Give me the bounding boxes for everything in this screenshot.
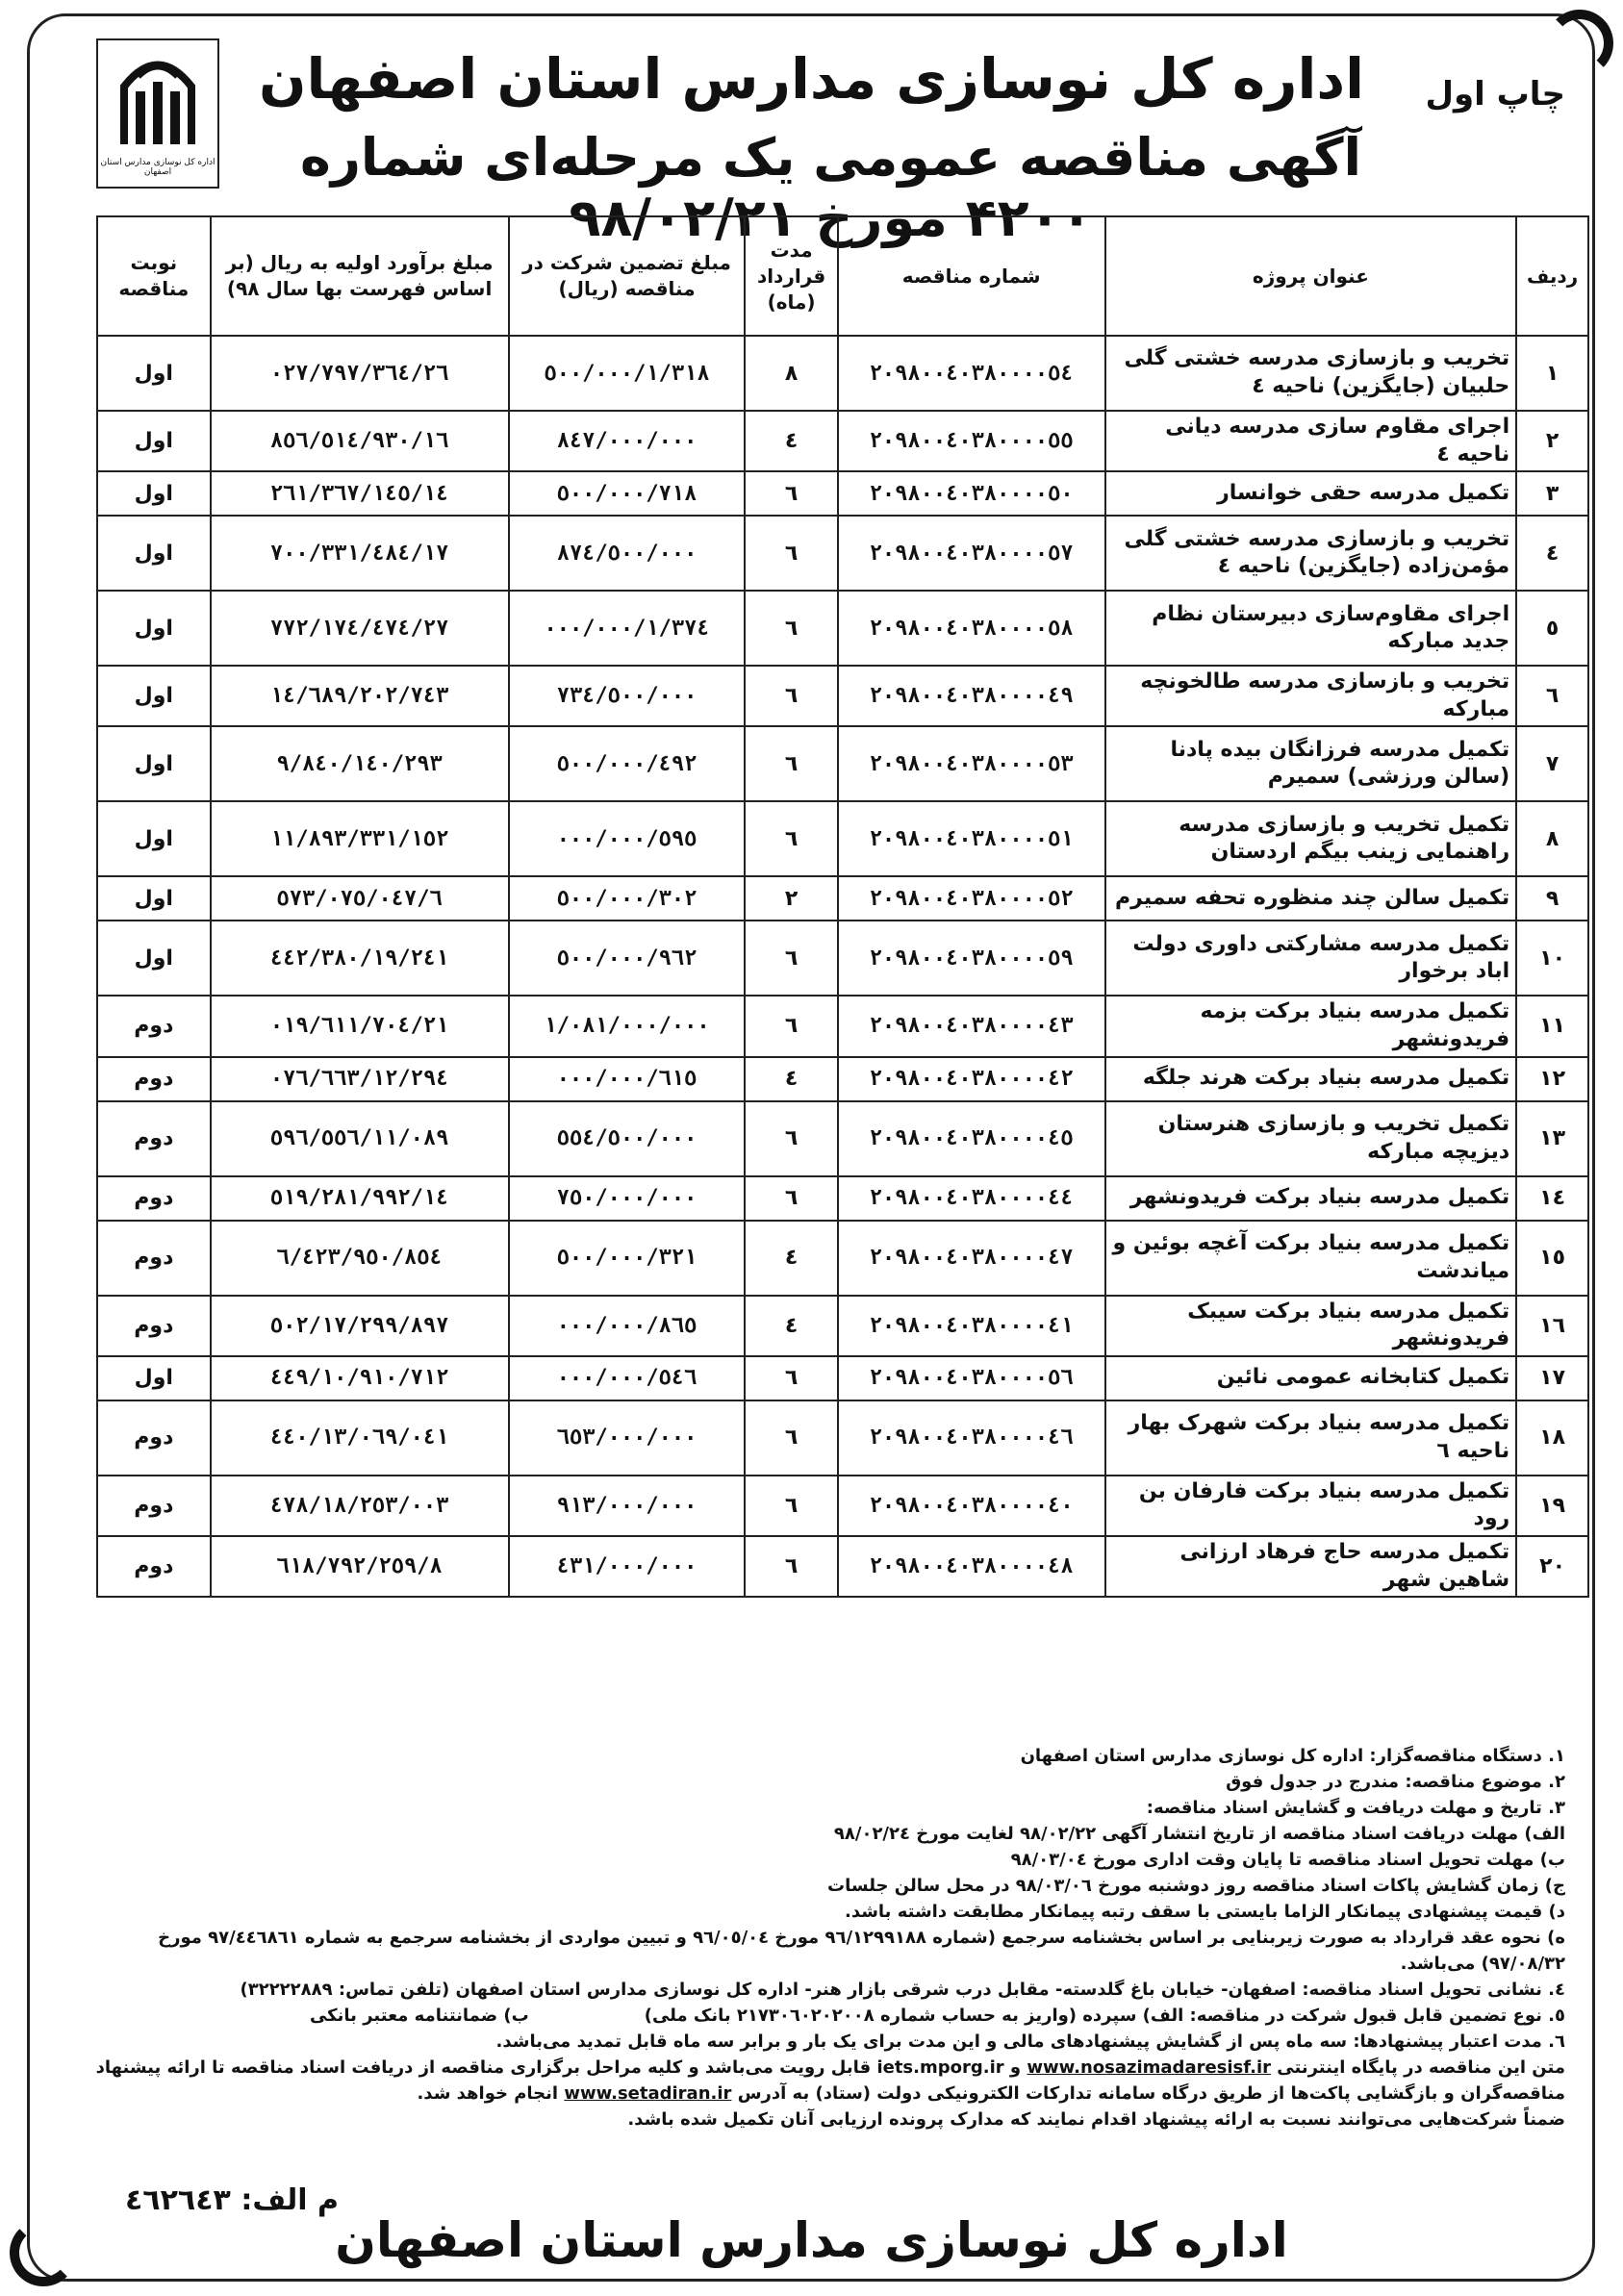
cell-tender-number: ۲۰۹۸۰۰٤۰۳۸۰۰۰۰٤۲ [838,1057,1105,1101]
cell-duration: ٦ [745,1400,837,1476]
table-row [97,1057,1588,1101]
cell-estimate: ۱۹/۲٤۱/٤٤۲/۳۸۰ [211,921,509,996]
cell-guarantee: ۳۰۲/٥۰۰/۰۰۰ [509,876,746,921]
header-tender-number: شماره مناقصه [838,216,1105,336]
note-7-and: و [1009,2057,1022,2078]
cell-row-number: ۱۱ [1516,996,1588,1056]
table-row [97,921,1588,996]
cell-duration: ٦ [745,1356,837,1400]
cell-project: تکمیل مدرسه بنیاد برکت آغچه بوئین و میاندشت [1105,1221,1517,1296]
cell-project: اجرای مقاوم‌سازی دبیرستان نظام جدید مبارکه [1105,591,1517,666]
cell-round: دوم [97,1176,211,1221]
cell-estimate: ٦/۰٤۷/٥۷۳/۰۷٥ [211,876,509,921]
cell-tender-number: ۲۰۹۸۰۰٤۰۳۸۰۰۰۰٥۹ [838,921,1105,996]
cell-estimate: ٦/٤۲۳/۹٥۰/۸٥٤ [211,1221,509,1296]
cell-tender-number: ۲۰۹۸۰۰٤۰۳۸۰۰۰۰٥۷ [838,516,1105,591]
cell-round: اول [97,876,211,921]
cell-guarantee: ٦٥۳/۰۰۰/۰۰۰ [509,1400,746,1476]
header-duration: مدت قرارداد (ماه) [745,216,837,336]
cell-guarantee: ٦۱٥/۰۰۰/۰۰۰ [509,1057,746,1101]
header-round: نوبت مناقصه [97,216,211,336]
corner-ornament-bottom-left [10,2219,77,2286]
note-3e: ه) نحوه عقد قرارداد به صورت زیربنایی بر اساس بخشنامه سرجمع (شماره ۹٦/۱۲۹۹۱۸۸ مورخ ۹٦/۰٥/۰٤ و تبیین مواردی از بخشنامه سرجمع به شماره ۹۷/٤٤٦۸٦۱ مورخ [158,1928,1565,1948]
note-6: ٦. مدت اعتبار پیشنهادها: سه ماه پس از گشایش پیشنهادهای مالی و این مدت برای یک بار و برابر سه ماه قابل تمدید می‌باشد. [495,2031,1565,2052]
cell-row-number: ۹ [1516,876,1588,921]
cell-round: دوم [97,1476,211,1536]
cell-duration: ٦ [745,801,837,876]
cell-guarantee: ٥٤٦/۰۰۰/۰۰۰ [509,1356,746,1400]
cell-round: اول [97,801,211,876]
website-link-iets[interactable]: iets.mporg.ir [876,2057,1004,2078]
cell-guarantee: ۹٦۲/٥۰۰/۰۰۰ [509,921,746,996]
note-3b: ب) مهلت تحویل اسناد مناقصه تا پایان وقت اداری مورخ ۹۸/۰۳/۰٤ [1010,1850,1565,1870]
table-row [97,666,1588,726]
table-row [97,1400,1588,1476]
cell-duration: ٤ [745,411,837,471]
table-header-row [97,216,1588,336]
cell-row-number: ۱۳ [1516,1101,1588,1176]
cell-project: تکمیل تخریب و بازسازی هنرستان دیزیچه مبارکه [1105,1101,1517,1176]
cell-round: اول [97,411,211,471]
table-row [97,471,1588,516]
logo-emblem-icon [114,48,201,154]
table-row [97,726,1588,801]
tender-subtitle: آگهی مناقصه عمومی یک مرحله‌ای شماره ۴۲۰۰ مورخ ۹۸/۰۲/۲۱ [299,127,1362,248]
website-link-nosazi[interactable]: www.nosazimadaresisf.ir [1027,2057,1271,2078]
cell-round: دوم [97,1400,211,1476]
cell-tender-number: ۲۰۹۸۰۰٤۰۳۸۰۰۰۰٥۱ [838,801,1105,876]
note-3a: الف) مهلت دریافت اسناد مناقصه از تاریخ انتشار آگهی ۹۸/۰۲/۲۲ لغایت مورخ ۹۸/۰۲/۲٤ [833,1824,1565,1844]
cell-round: اول [97,471,211,516]
cell-guarantee: ۹۱۳/۰۰۰/۰۰۰ [509,1476,746,1536]
cell-project: اجرای مقاوم سازی مدرسه دیانی ناحیه ٤ [1105,411,1517,471]
cell-duration: ٦ [745,726,837,801]
cell-duration: ٤ [745,1296,837,1356]
cell-tender-number: ۲۰۹۸۰۰٤۰۳۸۰۰۰۰٥٤ [838,336,1105,411]
cell-row-number: ۱٦ [1516,1296,1588,1356]
cell-tender-number: ۲۰۹۸۰۰٤۰۳۸۰۰۰۰٤۷ [838,1221,1105,1296]
table-row [97,411,1588,471]
note-7-text-a: متن این مناقصه در پایگاه اینترنتی [1277,2057,1565,2078]
cell-guarantee: ۱/۰۸۱/۰۰۰/۰۰۰ [509,996,746,1056]
cell-duration: ٤ [745,1221,837,1296]
cell-duration: ٦ [745,996,837,1056]
cell-row-number: ۷ [1516,726,1588,801]
note-7 [96,2055,1565,2081]
note-3e-cont: ۹۷/۰۸/۳۲) می‌باشد. [1400,1954,1565,1974]
cell-round: اول [97,726,211,801]
cell-row-number: ۱٥ [1516,1221,1588,1296]
cell-round: دوم [97,1221,211,1296]
tender-notes [96,1743,1565,2132]
cell-row-number: ٦ [1516,666,1588,726]
cell-guarantee: ۸٤۷/۰۰۰/۰۰۰ [509,411,746,471]
cell-row-number: ۱ [1516,336,1588,411]
table-row [97,996,1588,1056]
cell-project: تخریب و بازسازی مدرسه خشتی گلی حلبیان (جایگزین) ناحیه ٤ [1105,336,1517,411]
cell-estimate: ۱٤/۳٦۷/۱٤٥/۲٦۱ [211,471,509,516]
cell-project: تکمیل مدرسه مشارکتی داوری دولت اباد برخوار [1105,921,1517,996]
note-8 [96,2081,1565,2107]
cell-row-number: ۸ [1516,801,1588,876]
note-5a: ٥. نوع تضمین قابل قبول شرکت در مناقصه: الف) سپرده (واریز به حساب شماره ۲۱۷۳۰٦۰۲۰۲۰۰۸ بانک ملی) [644,2006,1565,2026]
cell-project: تکمیل مدرسه بنیاد برکت شهرک بهار ناحیه ٦ [1105,1400,1517,1476]
cell-tender-number: ۲۰۹۸۰۰٤۰۳۸۰۰۰۰٤۸ [838,1536,1105,1597]
note-3: ۳. تاریخ و مهلت دریافت و گشایش اسناد مناقصه: [1146,1798,1565,1818]
table-row [97,1176,1588,1221]
cell-row-number: ۲ [1516,411,1588,471]
cell-project: تخریب و بازسازی مدرسه طالخونچه مبارکه [1105,666,1517,726]
cell-row-number: ۱۹ [1516,1476,1588,1536]
cell-duration: ٦ [745,471,837,516]
cell-guarantee: ٥۹٥/۰۰۰/۰۰۰ [509,801,746,876]
cell-round: اول [97,1356,211,1400]
cell-duration: ۲ [745,876,837,921]
cell-row-number: ۱۷ [1516,1356,1588,1400]
cell-tender-number: ۲۰۹۸۰۰٤۰۳۸۰۰۰۰٤۳ [838,996,1105,1056]
page-title: اداره کل نوسازی مدارس استان اصفهان [259,46,1364,112]
cell-estimate: ۱۲/۲۹٤/۰۷٦/٦٦۳ [211,1057,509,1101]
cell-estimate: ۹/۸٤۰/۱٤۰/۲۹۳ [211,726,509,801]
cell-tender-number: ۲۰۹۸۰۰٤۰۳۸۰۰۰۰٤۱ [838,1296,1105,1356]
note-2: ۲. موضوع مناقصه: مندرج در جدول فوق [1226,1772,1565,1792]
cell-round: اول [97,666,211,726]
table-row [97,1536,1588,1597]
cell-tender-number: ۲۰۹۸۰۰٤۰۳۸۰۰۰۰٥٦ [838,1356,1105,1400]
table-row [97,591,1588,666]
cell-tender-number: ۲۰۹۸۰۰٤۰۳۸۰۰۰۰٥۲ [838,876,1105,921]
cell-round: دوم [97,996,211,1056]
cell-row-number: ۳ [1516,471,1588,516]
table-row [97,1296,1588,1356]
note-9: ضمناً شرکت‌هایی می‌توانند نسبت به ارائه پیشنهاد اقدام نمایند که مدارک پرونده ارزیابی آنان تکمیل شده باشد. [627,2109,1565,2130]
cell-round: اول [97,336,211,411]
table-row [97,1476,1588,1536]
cell-estimate: ۱۰/۹۱۰/۷۱۲/٤٤۹ [211,1356,509,1400]
cell-project: تکمیل تخریب و بازسازی مدرسه راهنمایی زینب بیگم اردستان [1105,801,1517,876]
header-guarantee: مبلغ تضمین شرکت در مناقصه (ریال) [509,216,746,336]
cell-project: تکمیل مدرسه بنیاد برکت بزمه فریدونشهر [1105,996,1517,1056]
cell-row-number: ٥ [1516,591,1588,666]
cell-project: تکمیل مدرسه بنیاد برکت هرند جلگه [1105,1057,1517,1101]
cell-project: تکمیل مدرسه بنیاد برکت فریدونشهر [1105,1176,1517,1221]
footer-title: اداره کل نوسازی مدارس استان اصفهان [335,2212,1288,2268]
print-edition-label: چاپ اول [1425,75,1565,114]
cell-estimate: ۸/٦۱۸/۷۹۲/۲٥۹ [211,1536,509,1597]
cell-tender-number: ۲۰۹۸۰۰٤۰۳۸۰۰۰۰٤٦ [838,1400,1105,1476]
cell-duration: ٤ [745,1057,837,1101]
table-row [97,516,1588,591]
cell-tender-number: ۲۰۹۸۰۰٤۰۳۸۰۰۰۰٤٤ [838,1176,1105,1221]
note-8-text-a: مناقصه‌گران و بازگشایی پاکت‌ها از طریق درگاه سامانه تدارکات الکترونیکی دولت (ستاد) به آدرس [737,2083,1565,2104]
tender-table [96,215,1589,1598]
cell-guarantee: ٤۹۲/٥۰۰/۰۰۰ [509,726,746,801]
logo-caption: اداره کل نوسازی مدارس استان اصفهان [100,158,216,177]
cell-guarantee: ۱/۳۱۸/٥۰۰/۰۰۰ [509,336,746,411]
cell-row-number: ۱۰ [1516,921,1588,996]
cell-row-number: ۱۲ [1516,1057,1588,1101]
note-5 [96,2003,1565,2029]
cell-tender-number: ۲۰۹۸۰۰٤۰۳۸۰۰۰۰٤۰ [838,1476,1105,1536]
note-3d: د) قیمت پیشنهادی پیمانکار الزاما بایستی با سقف رتبه پیمانکار مطابقت داشته باشد. [844,1902,1565,1922]
cell-row-number: ۱۸ [1516,1400,1588,1476]
cell-duration: ٦ [745,1536,837,1597]
header-estimate: مبلغ برآورد اولیه به ریال (بر اساس فهرست بها سال ۹۸) [211,216,509,336]
cell-estimate: ۲۷/٤۷٤/۷۷۲/۱۷٤ [211,591,509,666]
publication-reference: م الف: ٤٦۲٦٤۳ [125,2183,340,2217]
cell-round: اول [97,516,211,591]
note-5b: ب) ضمانتنامه معتبر بانکی [309,2006,529,2026]
cell-tender-number: ۲۰۹۸۰۰٤۰۳۸۰۰۰۰٥۳ [838,726,1105,801]
cell-round: دوم [97,1101,211,1176]
cell-project: تکمیل مدرسه حاج فرهاد ارزانی شاهین شهر [1105,1536,1517,1597]
cell-estimate: ۱۱/۸۹۳/۳۳۱/۱٥۲ [211,801,509,876]
cell-duration: ٦ [745,921,837,996]
cell-estimate: ۱٦/۹۳۰/٥۱٤/۸٥٦ [211,411,509,471]
cell-project: تخریب و بازسازی مدرسه خشتی گلی مؤمن‌زاده (جایگزین) ناحیه ٤ [1105,516,1517,591]
cell-guarantee: ۷۱۸/٥۰۰/۰۰۰ [509,471,746,516]
cell-guarantee: ٥٥٤/٥۰۰/۰۰۰ [509,1101,746,1176]
table-row [97,876,1588,921]
cell-tender-number: ۲۰۹۸۰۰٤۰۳۸۰۰۰۰٥٥ [838,411,1105,471]
cell-project: تکمیل مدرسه فرزانگان بیده پادنا (سالن ورزشی) سمیرم [1105,726,1517,801]
cell-project: تکمیل سالن چند منظوره تحفه سمیرم [1105,876,1517,921]
cell-round: اول [97,921,211,996]
cell-project: تکمیل کتابخانه عمومی نائین [1105,1356,1517,1400]
cell-duration: ٦ [745,666,837,726]
cell-tender-number: ۲۰۹۸۰۰٤۰۳۸۰۰۰۰٤٥ [838,1101,1105,1176]
cell-guarantee: ۸۷٤/٥۰۰/۰۰۰ [509,516,746,591]
note-8-text-b: انجام خواهد شد. [417,2083,559,2104]
cell-tender-number: ۲۰۹۸۰۰٤۰۳۸۰۰۰۰٥۸ [838,591,1105,666]
cell-duration: ٦ [745,516,837,591]
header-row-number: ردیف [1516,216,1588,336]
cell-estimate: ۱۳/۰٦۹/۰٤۱/٤٤۰ [211,1400,509,1476]
cell-project: تکمیل مدرسه بنیاد برکت فارفان بن رود [1105,1476,1517,1536]
cell-guarantee: ۷٥۰/۰۰۰/۰۰۰ [509,1176,746,1221]
cell-estimate: ۲۱/٦۱۱/۷۰٤/۰۱۹ [211,996,509,1056]
cell-duration: ٦ [745,591,837,666]
table-row [97,801,1588,876]
corner-ornament-top-right [1546,10,1613,77]
cell-row-number: ۱٤ [1516,1176,1588,1221]
cell-estimate: ۱٤/۹۹۲/٥۱۹/۲۸۱ [211,1176,509,1221]
cell-duration: ۸ [745,336,837,411]
cell-estimate: ۱۱/۰۸۹/٥۹٦/٥٥٦ [211,1101,509,1176]
cell-row-number: ٤ [1516,516,1588,591]
cell-guarantee: ۸٦٥/۰۰۰/۰۰۰ [509,1296,746,1356]
note-4: ٤. نشانی تحویل اسناد مناقصه: اصفهان- خیابان باغ گلدسته- مقابل درب شرقی بازار هنر- اداره کل نوسازی مدارس استان اصفهان (تلفن تماس: ۳۲۲۲۲۸۸۹) [240,1980,1565,2000]
cell-estimate: ۲٦/۳٦٤/۰۲۷/۷۹۷ [211,336,509,411]
cell-estimate: ۱٤/٦۸۹/۲۰۲/۷٤۳ [211,666,509,726]
cell-round: دوم [97,1536,211,1597]
header-project: عنوان پروژه [1105,216,1517,336]
cell-duration: ٦ [745,1101,837,1176]
cell-estimate: ۱۸/۲٥۳/۰۰۳/٤۷۸ [211,1476,509,1536]
cell-tender-number: ۲۰۹۸۰۰٤۰۳۸۰۰۰۰٤۹ [838,666,1105,726]
cell-project: تکمیل مدرسه بنیاد برکت سیبک فریدونشهر [1105,1296,1517,1356]
note-1: ۱. دستگاه مناقصه‌گزار: اداره کل نوسازی مدارس استان اصفهان [1020,1746,1565,1766]
cell-guarantee: ٤۳۱/۰۰۰/۰۰۰ [509,1536,746,1597]
organization-logo [96,38,219,189]
table-row [97,1101,1588,1176]
cell-duration: ٦ [745,1476,837,1536]
cell-estimate: ۱۷/٤۸٤/۷۰۰/۳۳۱ [211,516,509,591]
cell-guarantee: ۱/۳۷٤/۰۰۰/۰۰۰ [509,591,746,666]
cell-round: اول [97,591,211,666]
cell-estimate: ۱۷/۲۹۹/۸۹۷/٥۰۲ [211,1296,509,1356]
note-3c: ج) زمان گشایش پاکات اسناد مناقصه روز دوشنبه مورخ ۹۸/۰۳/۰٦ در محل سالن جلسات [827,1876,1565,1896]
table-row [97,1221,1588,1296]
note-7-text-c: قابل رویت می‌باشد و کلیه مراحل برگزاری مناقصه از دریافت اسناد مناقصه تا ارائه پیشنهاد [95,2057,872,2078]
cell-row-number: ۲۰ [1516,1536,1588,1597]
table-row [97,336,1588,411]
cell-round: دوم [97,1296,211,1356]
cell-tender-number: ۲۰۹۸۰۰٤۰۳۸۰۰۰۰٥۰ [838,471,1105,516]
cell-round: دوم [97,1057,211,1101]
cell-duration: ٦ [745,1176,837,1221]
cell-project: تکمیل مدرسه حقی خوانسار [1105,471,1517,516]
cell-guarantee: ۷۳٤/٥۰۰/۰۰۰ [509,666,746,726]
table-row [97,1356,1588,1400]
website-link-setad[interactable]: www.setadiran.ir [564,2083,732,2104]
cell-guarantee: ۳۲۱/٥۰۰/۰۰۰ [509,1221,746,1296]
